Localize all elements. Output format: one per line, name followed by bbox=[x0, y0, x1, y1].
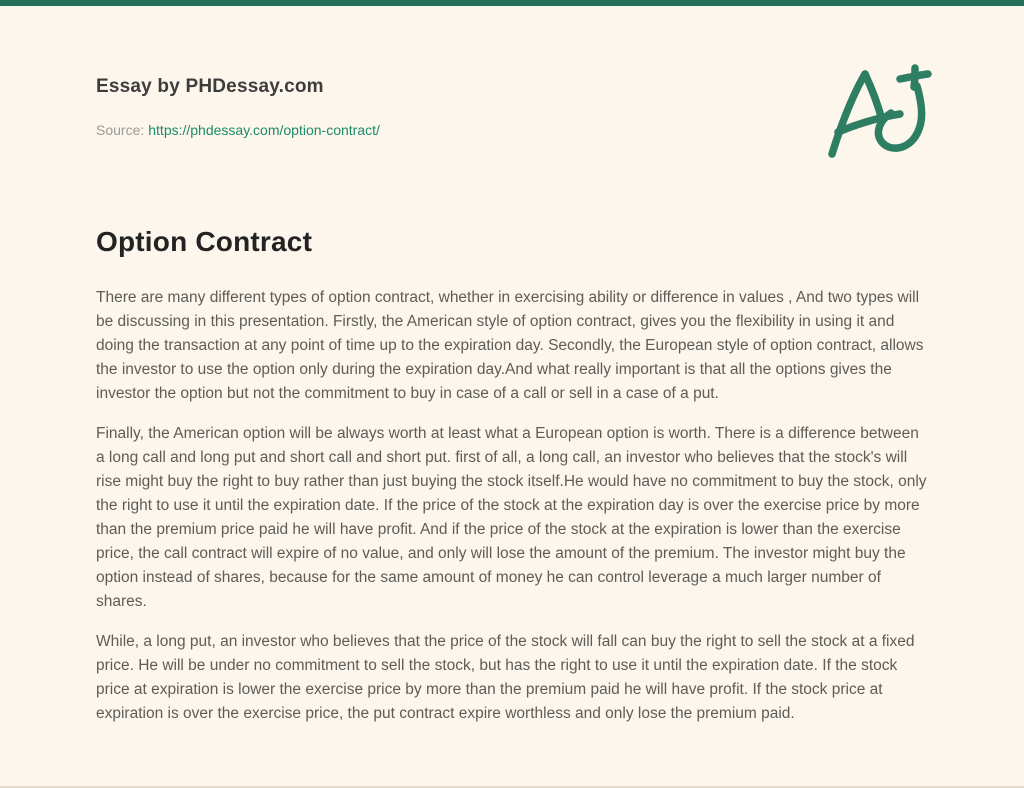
essay-paragraph-3: While, a long put, an investor who believes that the price of the stock will fall can buy the right to sell the stock at a fixed price. He will be under no commitment to sell the stock, but has the right to use it until the expiration date. If the stock price at expiration is lower the exercise price by more than the premium paid he will have profit. If the stock price at expiration is over the exercise price, the put contract expire worthless and only lose the premium paid. bbox=[96, 633, 915, 722]
essay-paragraph-2: Finally, the American option will be always worth at least what a European option is worth. There is a difference between a long call and long put and short call and short put. first of all, a long call, an investor who believes that the stock's will rise might buy the right to buy rather than just buying the stock itself.He would have no commitment to buy the stock, only the right to use it until the expiration date. If the price of the stock at the expiration day is over the exercise price by more than the premium price paid he will have profit. And if the price of the stock at the expiration is lower than the exercise price, the call contract will expire of no value, and only will lose the amount of the premium. The investor might buy the option instead of shares, because for the same amount of money he can control leverage a much larger number of shares. bbox=[96, 425, 927, 610]
essay-title: Option Contract bbox=[96, 226, 313, 257]
source-url-link[interactable]: https://phdessay.com/option-contract/ bbox=[148, 122, 380, 138]
essay-body bbox=[96, 286, 928, 726]
phdessay-a-plus-logo-icon bbox=[820, 62, 932, 164]
source-line bbox=[96, 122, 928, 138]
essay-paragraph-1: There are many different types of option contract, whether in exercising ability or difference in values , And two types will be discussing in this presentation. Firstly, the American style of option contract, gives you the flexibility in using it and doing the transaction at any point of time up to the expiration day. Secondly, the European style of option contract, allows the investor to use the option only during the expiration day.And what really important is that all the options gives the investor the option but not the commitment to buy in case of a call or sell in a case of a put. bbox=[96, 289, 924, 402]
page-header-title: Essay by PHDessay.com bbox=[96, 76, 324, 97]
source-label: Source: bbox=[96, 122, 145, 138]
